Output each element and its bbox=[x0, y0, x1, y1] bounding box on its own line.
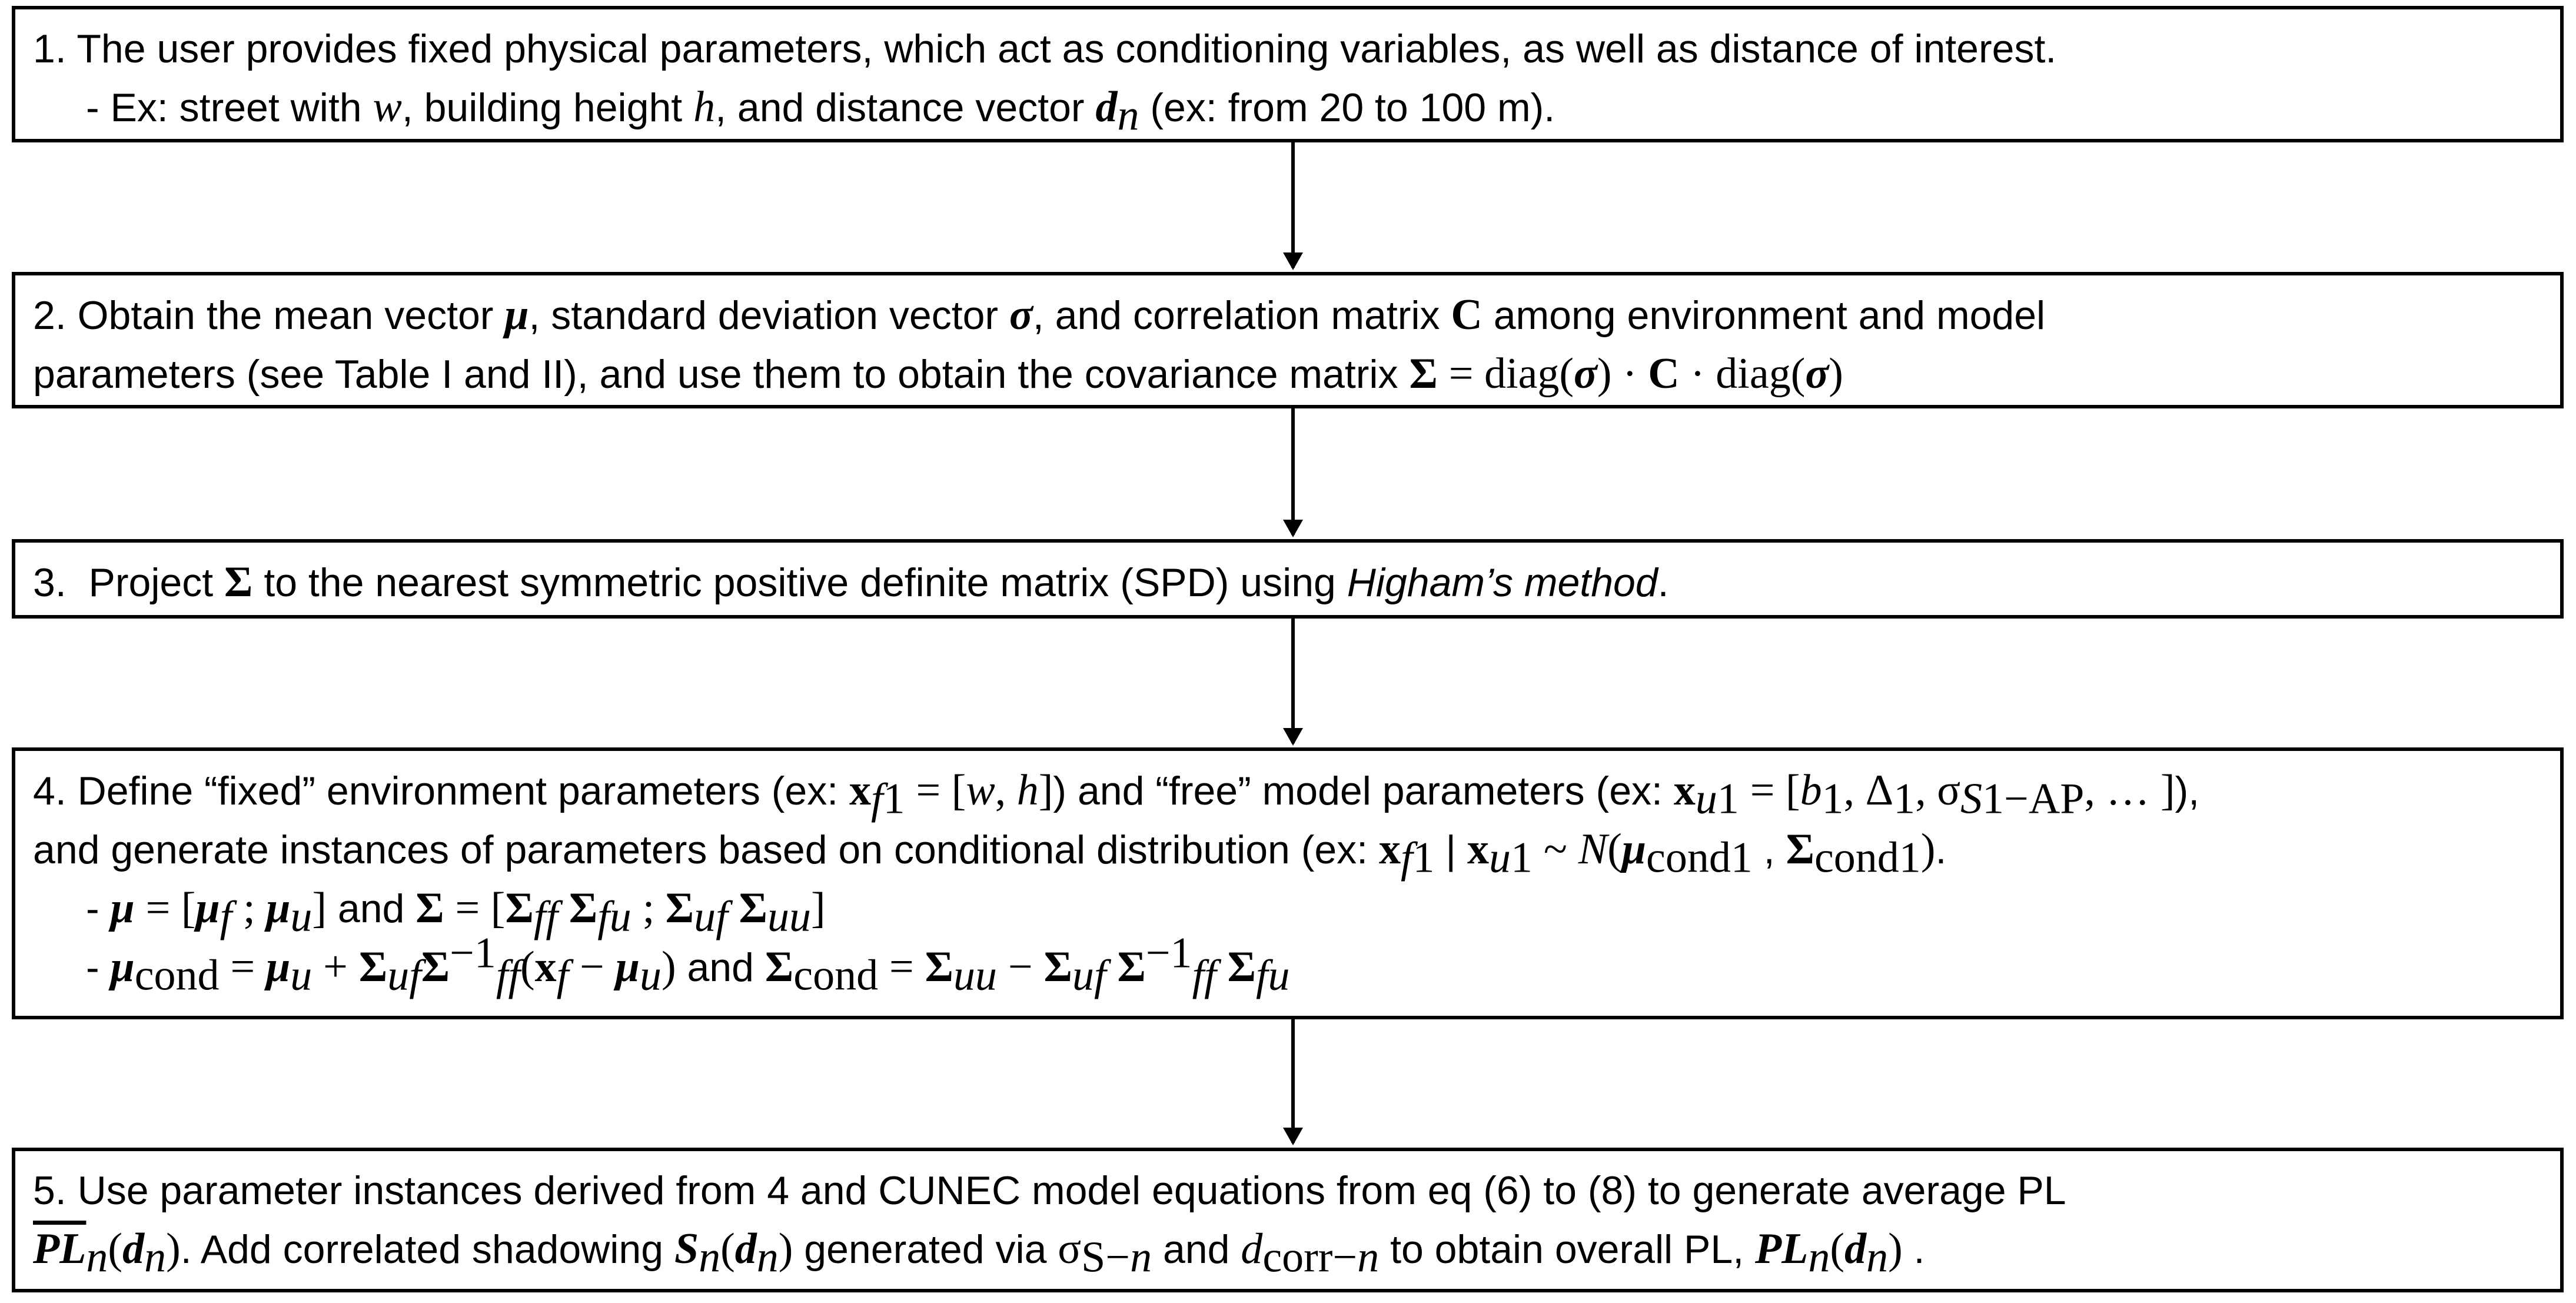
step-2-box bbox=[12, 272, 2564, 408]
arrow-2-to-3 bbox=[1291, 408, 1295, 535]
step-1-line-1: 1. The user provides fixed physical parameters, which act as conditioning variables, as well as distance of interest. bbox=[33, 26, 2057, 71]
step-4-line-2: and generate instances of parameters based on conditional distribution (ex: $x_{f1}$ | $x_{u1}$ ~ $N(\mu_{cond1}$ , $\Sigma_{cond1}$). bbox=[33, 825, 1947, 882]
step-4-line-1: 4. Define “fixed” environment parameters (ex: $x_{f1} = [w$, h]) and “free” model parameters (ex: $x_{u1} = [b_1$, $\Delta_1$, $\sigma_{S1-AP}$, … ]), bbox=[33, 766, 2200, 823]
step-3-box bbox=[12, 539, 2564, 619]
arrow-1-to-2 bbox=[1291, 142, 1295, 268]
step-1-line-2: - Ex: street with w, building height h, and distance vector $d_n$ (ex: from 20 to 100 m). bbox=[86, 83, 1555, 140]
step-4-line-4: - $\mu_{cond} = \mu_u + \Sigma_{uf}\Sigma^{-1}_{ff}(x_f - \mu_u)$ and $\Sigma_{cond} = \Sigma_{uu} - \Sigma_{uf}$ $\Sigma^{-1}_{ff}$ $\Sigma_{fu}$ bbox=[86, 929, 1290, 1000]
arrow-3-to-4 bbox=[1291, 619, 1295, 743]
step-2-line-1: 2. Obtain the mean vector μ, standard deviation vector σ, and correlation matrix C among environment and model bbox=[33, 291, 2046, 339]
step-5-box bbox=[12, 1148, 2564, 1292]
step-2-line-2: parameters (see Table I and II), and use them to obtain the covariance matrix Σ = diag(σ) · C · diag(σ) bbox=[33, 350, 1843, 398]
step-4-box bbox=[12, 747, 2564, 1019]
step-1-box bbox=[12, 6, 2564, 142]
arrow-4-to-5 bbox=[1291, 1019, 1295, 1143]
step-5-line-1: 5. Use parameter instances derived from 4 and CUNEC model equations from eq (6) to (8) to generate average PL bbox=[33, 1168, 2066, 1213]
step-5-line-2: $\overline{PL}_n(d_n)$. Add correlated shadowing $S_n(d_n)$ generated via $\sigma_{S-n}$ and $d_{corr-n}$ to obtain overall PL, $PL_n(d_n)$ . bbox=[33, 1225, 1925, 1282]
step-3-line-1: 3. Project Σ to the nearest symmetric positive definite matrix (SPD) using Higham’s method. bbox=[33, 558, 1669, 606]
step-4-line-3: - $\mu = [\mu_f$ ; $\mu_u$] and $\Sigma = [\Sigma_{ff}$ $\Sigma_{fu}$ ; $\Sigma_{uf}$ $\Sigma_{uu}$] bbox=[86, 884, 826, 941]
